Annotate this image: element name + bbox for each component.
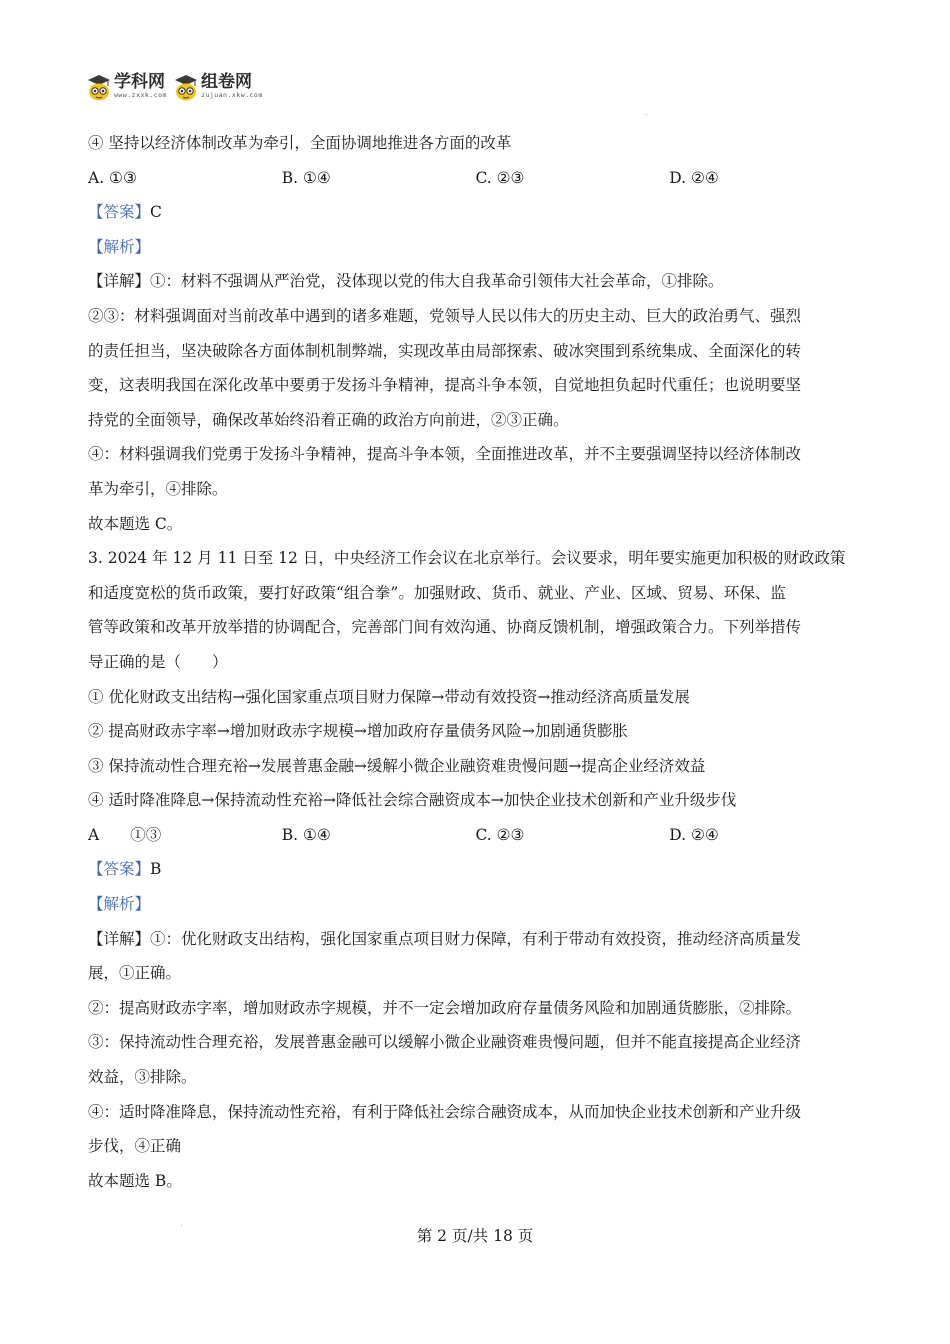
q3-conclusion: 故本题选 B。 bbox=[88, 1171, 182, 1190]
q3-detail-line: ②：提高财政赤字率，增加财政赤字规模，并不一定会增加政府存量债务风险和加剧通货膨胀，②排除。 bbox=[88, 998, 802, 1017]
stray-dot bbox=[646, 114, 647, 115]
q3-stem-line: 导正确的是（ ） bbox=[88, 652, 228, 671]
q3-detail-line: ④：适时降准降息，保持流动性充裕，有利于降低社会综合融资成本，从而加快企业技术创新和产业升级 bbox=[88, 1102, 802, 1121]
q2-options bbox=[88, 161, 863, 196]
q3-detail-line: 步伐，④正确 bbox=[88, 1137, 182, 1156]
q3-option-d: D. ②④ bbox=[669, 825, 719, 844]
analysis-tag: 【解析】 bbox=[88, 895, 151, 914]
document-body bbox=[88, 126, 863, 1198]
q3-item: ① 优化财政支出结构→强化国家重点项目财力保障→带动有效投资→推动经济高质量发展 bbox=[88, 687, 690, 706]
q3-item: ② 提高财政赤字率→增加财政赤字规模→增加政府存量债务风险→加剧通货膨胀 bbox=[88, 722, 628, 741]
q3-item: ③ 保持流动性合理充裕→发展普惠金融→缓解小微企业融资难贵慢问题→提高企业经济效益 bbox=[88, 756, 706, 775]
logo-url-zujuan: zujuan.xkw.com bbox=[200, 91, 263, 99]
q3-option-c: C. ②③ bbox=[475, 825, 525, 844]
page-number: 第 2 页/共 18 页 bbox=[416, 1227, 534, 1245]
answer-value: B bbox=[150, 860, 162, 879]
q3-option-b: B. ①④ bbox=[281, 825, 331, 844]
header-logos bbox=[86, 72, 263, 102]
q3-answer bbox=[88, 852, 863, 887]
q3-item: ④ 适时降准降息→保持流动性充裕→降低社会综合融资成本→加快企业技术创新和产业升级步伐 bbox=[88, 791, 737, 810]
q2-option-d: D. ②④ bbox=[669, 168, 719, 187]
zujuan-logo[interactable] bbox=[173, 72, 263, 102]
q3-detail-line: 效益，③排除。 bbox=[88, 1068, 197, 1087]
q3-detail-line: 展，①正确。 bbox=[88, 964, 182, 983]
answer-value: C bbox=[150, 203, 162, 222]
q2-answer bbox=[88, 195, 863, 230]
q2-detail-line: ②③：材料强调面对当前改革中遇到的诸多难题，党领导人民以伟大的历史主动、巨大的政治勇气、强烈 bbox=[88, 306, 802, 325]
q3-detail-line: ③：保持流动性合理充裕，发展普惠金融可以缓解小微企业融资难贵慢问题，但并不能直接提高企业经济 bbox=[88, 1033, 802, 1052]
q3-stem-line: 3. 2024 年 12 月 11 日至 12 日，中央经济工作会议在北京举行。会议要求，明年要实施更加积极的财政政策 bbox=[88, 549, 846, 568]
q2-detail-line: 持党的全面领导，确保改革始终沿着正确的政治方向前进，②③正确。 bbox=[88, 410, 569, 429]
q2-item-4: ④ 坚持以经济体制改革为牵引，全面协调地推进各方面的改革 bbox=[88, 134, 512, 152]
answer-tag: 【答案】 bbox=[88, 860, 151, 879]
logo-title-zxxk: 学科网 bbox=[114, 72, 165, 92]
q3-stem-line: 管等政策和改革开放举措的协调配合，完善部门间有效沟通、协商反馈机制，增强政策合力。下列举措传 bbox=[88, 618, 802, 637]
q2-option-b: B. ①④ bbox=[281, 168, 331, 187]
q2-detail-line: 的责任担当，坚决破除各方面体制机制弊端，实现改革由局部探索、破冰突围到系统集成、全面深化的转 bbox=[88, 341, 802, 360]
owl-mascot-icon bbox=[173, 72, 199, 102]
q2-detail-line: 变，这表明我国在深化改革中要勇于发扬斗争精神，提高斗争本领，自觉地担负起时代重任；也说明要坚 bbox=[88, 376, 802, 395]
q2-option-a: A. ①③ bbox=[88, 168, 137, 187]
q2-conclusion: 故本题选 C。 bbox=[88, 514, 183, 533]
q2-detail-line: 革为牵引，④排除。 bbox=[88, 479, 228, 498]
q2-detail-line: 【详解】①：材料不强调从严治党，没体现以党的伟大自我革命引领伟大社会革命，①排除。 bbox=[88, 272, 724, 291]
q3-option-a: A ①③ bbox=[88, 825, 162, 844]
q3-options bbox=[88, 818, 863, 853]
owl-mascot-icon bbox=[86, 72, 112, 102]
q2-analysis bbox=[88, 230, 863, 265]
logo-url-zxxk: www.zxxk.com bbox=[114, 91, 167, 99]
q3-analysis bbox=[88, 887, 863, 922]
q2-option-c: C. ②③ bbox=[475, 168, 525, 187]
logo-title-zujuan: 组卷网 bbox=[200, 72, 252, 92]
q3-stem-line: 和适度宽松的货币政策，要打好政策“组合拳”。加强财政、货币、就业、产业、区域、贸易、环保、监 bbox=[88, 583, 786, 602]
q3-detail-line: 【详解】①：优化财政支出结构，强化国家重点项目财力保障，有利于带动有效投资，推动经济高质量发 bbox=[88, 929, 802, 948]
analysis-tag: 【解析】 bbox=[88, 237, 151, 256]
answer-tag: 【答案】 bbox=[88, 203, 151, 222]
zxxk-logo[interactable] bbox=[86, 72, 167, 102]
q2-detail-line: ④：材料强调我们党勇于发扬斗争精神，提高斗争本领，全面推进改革，并不主要强调坚持以经济体制改 bbox=[88, 445, 802, 464]
